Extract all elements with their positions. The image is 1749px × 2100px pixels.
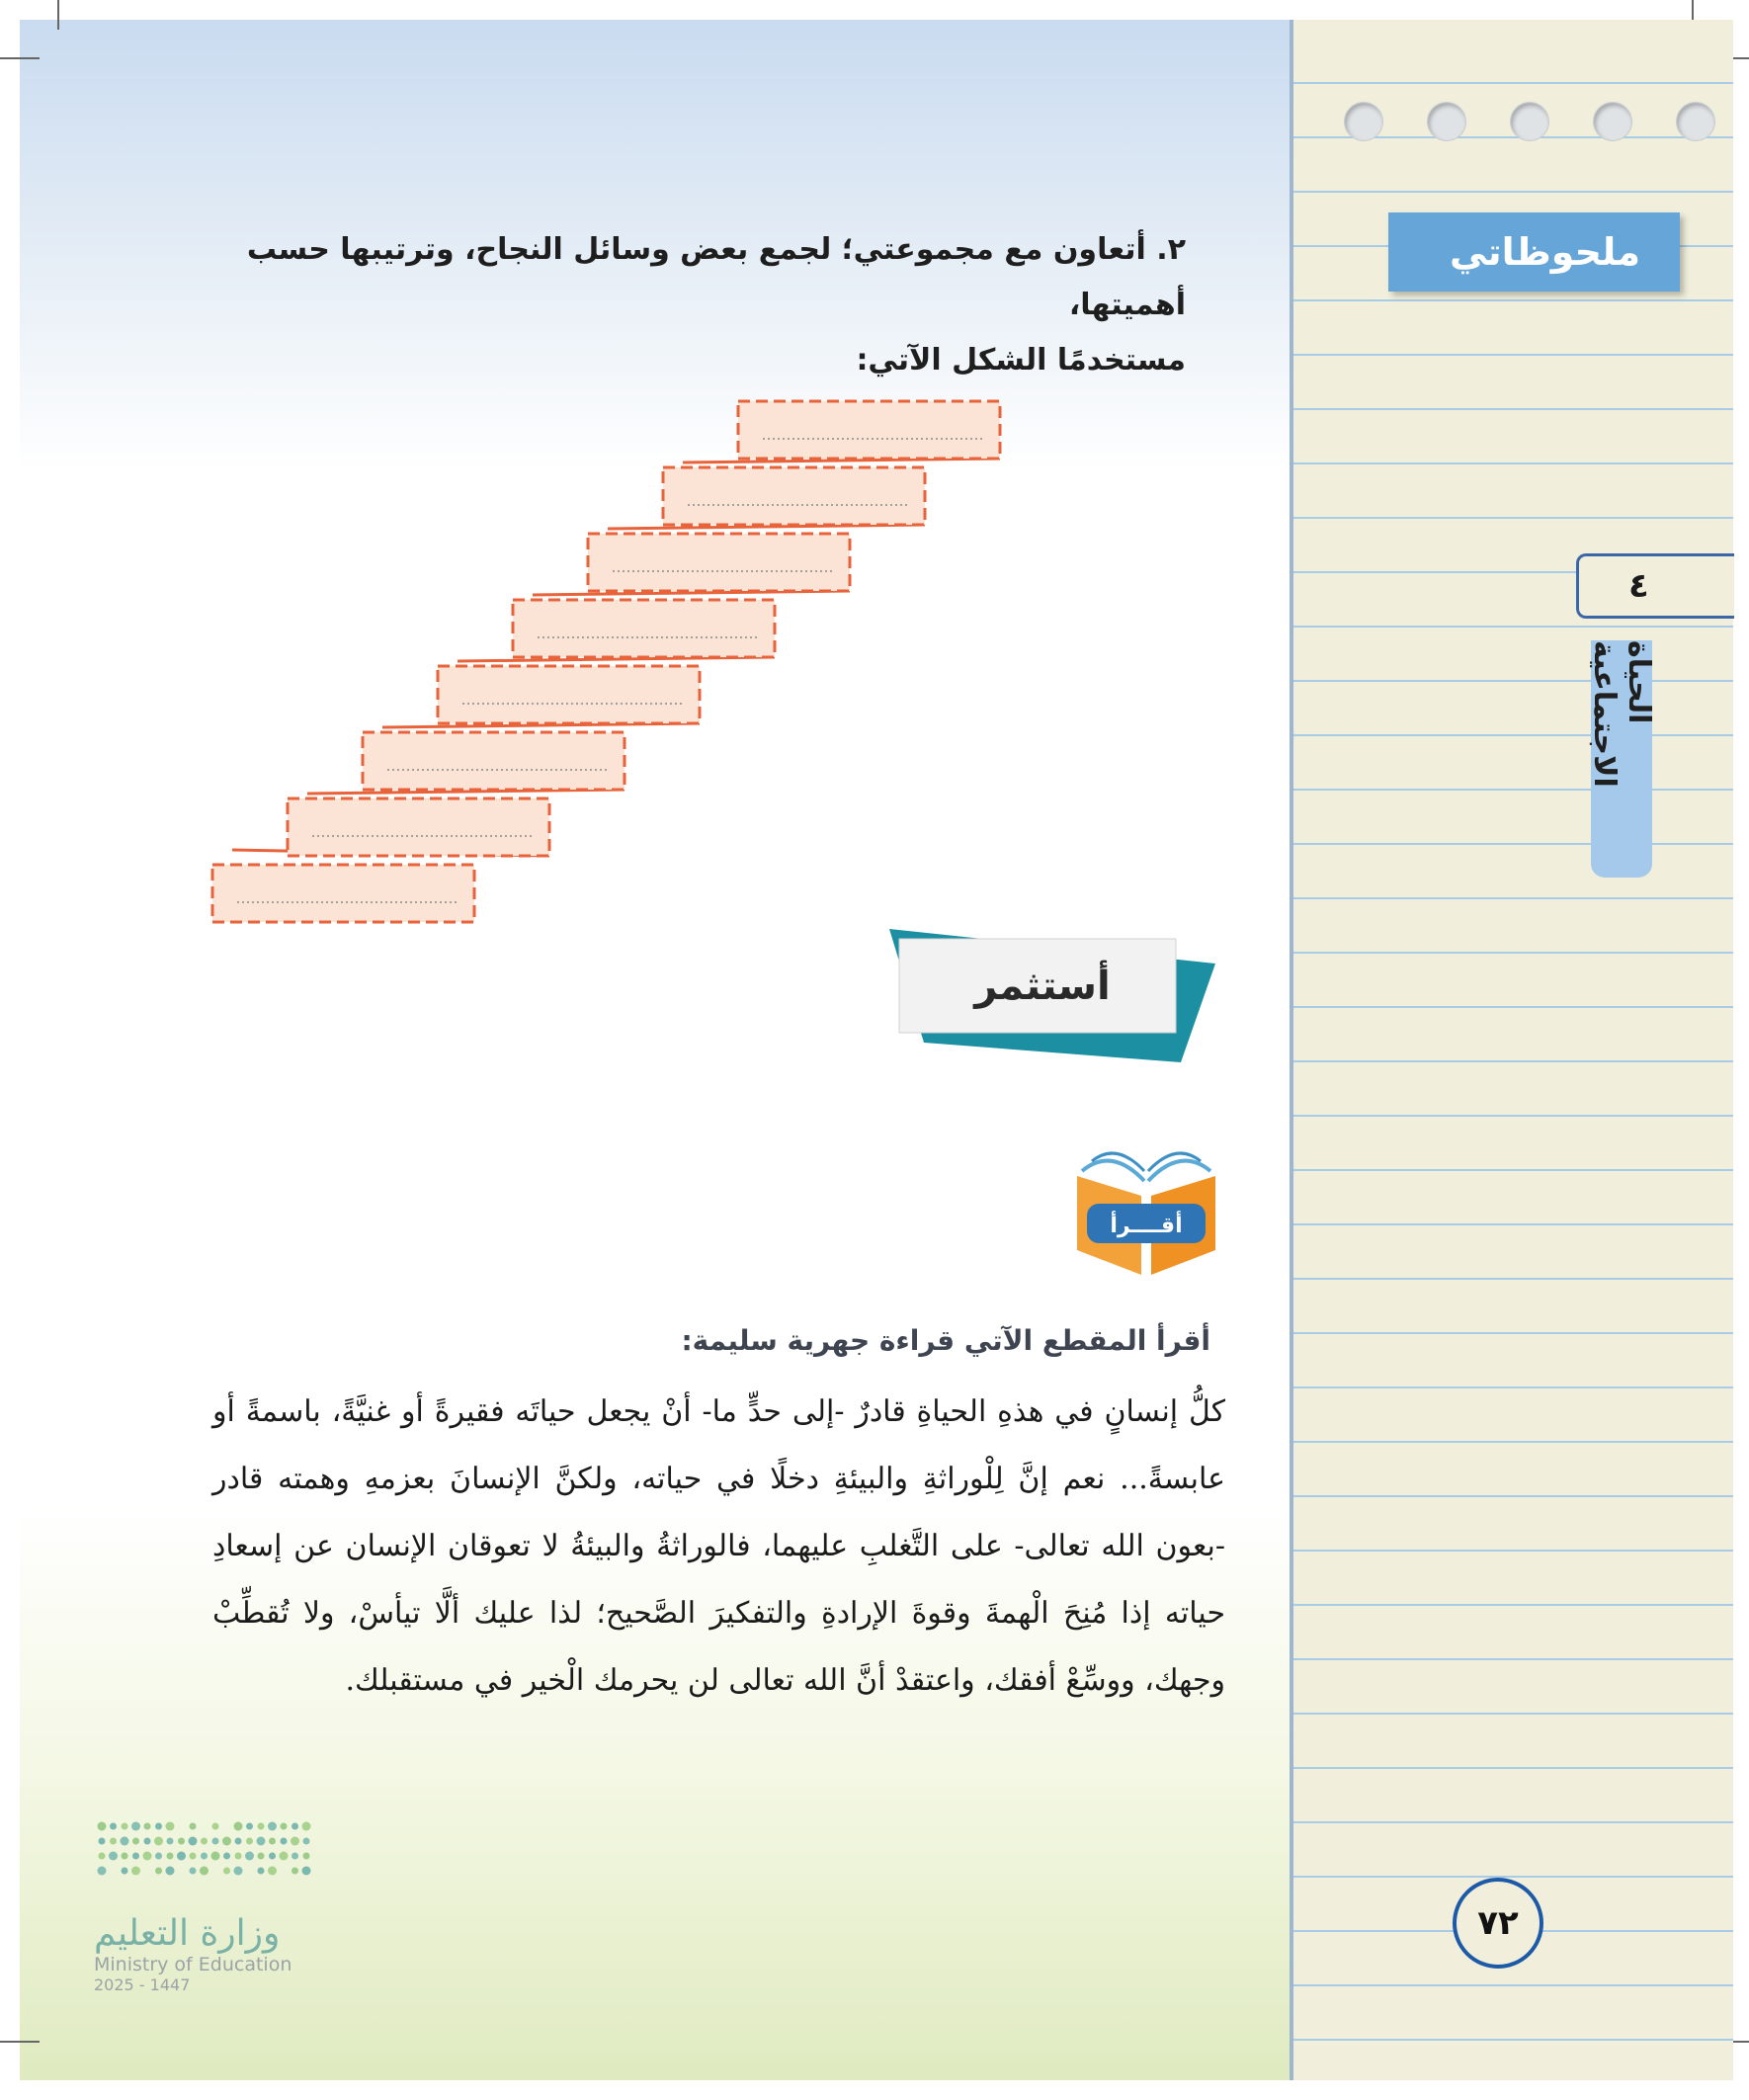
binder-hole: [1593, 102, 1632, 141]
logo-dot: [190, 1868, 197, 1875]
unit-number: ٤: [1576, 553, 1734, 619]
logo-dot: [155, 1823, 162, 1830]
logo-dot: [292, 1868, 298, 1875]
question-number: ٢.: [1156, 232, 1186, 267]
logo-dot: [211, 1852, 220, 1861]
crop-mark: [57, 0, 59, 30]
ministry-name-ar: وزارة التعليم: [94, 1913, 281, 1954]
crop-mark: [0, 2041, 40, 2043]
staircase-step: [588, 534, 850, 591]
staircase-step: [438, 666, 700, 723]
notes-label: ملحوظاتي: [1388, 212, 1680, 292]
logo-dot: [292, 1853, 298, 1860]
logo-dot: [245, 1852, 254, 1861]
logo-dot: [303, 1853, 310, 1860]
ministry-year: 2025 - 1447: [94, 1975, 191, 1994]
logo-dot: [257, 1837, 266, 1846]
logo-dot: [99, 1853, 106, 1860]
logo-dot: [190, 1853, 197, 1860]
read-heading: أقرأ المقطع الآتي قراءة جهرية سليمة:: [681, 1324, 1210, 1357]
staircase-step: [738, 401, 1000, 459]
staircase-step: [513, 600, 775, 657]
logo-dot: [122, 1823, 128, 1830]
logo-dot: [122, 1868, 128, 1875]
binder-holes: [1344, 102, 1715, 141]
logo-dot: [281, 1823, 288, 1830]
question-line-2: مستخدمًا الشكل الآتي:: [856, 343, 1186, 378]
logo-dot: [302, 1867, 311, 1876]
logo-dot: [99, 1838, 106, 1845]
logo-dot: [200, 1867, 208, 1876]
logo-dot: [201, 1853, 208, 1860]
page-number: ٧٢: [1453, 1878, 1543, 1969]
logo-dot: [292, 1823, 298, 1830]
logo-dot: [110, 1838, 117, 1845]
logo-dot: [268, 1822, 277, 1831]
logo-dot: [201, 1838, 208, 1845]
logo-dot: [144, 1838, 151, 1845]
staircase-step: [363, 732, 625, 790]
logo-dot: [258, 1868, 265, 1875]
logo-dot: [167, 1838, 174, 1845]
logo-dot: [167, 1853, 174, 1860]
success-staircase: [198, 376, 1225, 929]
logo-dot: [222, 1837, 231, 1846]
staircase-step: [212, 865, 474, 922]
question-text: [208, 222, 1186, 388]
reading-paragraph: كلُّ إنسانٍ في هذهِ الحياةِ قادرٌ -إلى حدٍّ ما- أنْ يجعل حياتَه فقيرةً أو غنيَّةً، باسمةً أو عابسةً... نعم إنَّ لِلْوراثةِ والبيئةِ دخلًا في حياته، ولكنَّ الإنسانَ بعزمهِ وهمته قادر -بعون الله تعالى- على التَّغلبِ عليهما، فالوراثةُ والبيئةُ لا تعوقان الإنسان عن إسعادِ حياته إذا مُنِحَ الْهمةَ وقوةَ الإرادةِ والتفكيرَ الصَّحيح؛ لذا عليك ألَّا تيأسْ، ولا تُقطِّبْ وجهك، ووسِّعْ أفقك، واعتقدْ أنَّ الله تعالى لن يحرمك الْخير في مستقبلك.: [212, 1394, 1225, 1698]
logo-dot: [166, 1867, 175, 1876]
binder-hole: [1510, 102, 1549, 141]
crop-mark: [0, 57, 40, 59]
logo-dot: [131, 1867, 140, 1876]
logo-dot: [223, 1853, 230, 1860]
logo-dot: [235, 1853, 242, 1860]
question-line-1: أتعاون مع مجموعتي؛ لجمع بعض وسائل النجاح، وترتيبها حسب أهميتها،: [246, 232, 1186, 322]
logo-dot: [246, 1823, 253, 1830]
logo-dot: [178, 1838, 185, 1845]
unit-title-tab: الحياة الاجتماعية: [1591, 640, 1652, 878]
logo-dot: [281, 1838, 288, 1845]
logo-dot: [190, 1823, 197, 1830]
notes-panel: [1290, 20, 1733, 2080]
logo-dot: [143, 1852, 152, 1861]
logo-dot: [109, 1852, 118, 1861]
logo-dot: [110, 1823, 117, 1830]
logo-dot: [291, 1837, 299, 1846]
logo-dot: [98, 1822, 107, 1831]
read-icon-label: أقــــرأ: [1110, 1214, 1183, 1238]
logo-dot: [131, 1822, 140, 1831]
logo-dot: [132, 1838, 139, 1845]
logo-dot: [132, 1853, 139, 1860]
logo-dot: [212, 1823, 219, 1830]
logo-dot: [269, 1838, 276, 1845]
binder-hole: [1427, 102, 1466, 141]
logo-dot: [144, 1823, 151, 1830]
staircase-step: [288, 798, 549, 856]
logo-dot: [246, 1838, 253, 1845]
ministry-logo: [94, 1818, 321, 1994]
logo-dot: [154, 1837, 163, 1846]
logo-dot: [235, 1838, 242, 1845]
logo-dot: [212, 1838, 219, 1845]
logo-dot: [258, 1853, 265, 1860]
binder-hole: [1676, 102, 1715, 141]
logo-dot: [269, 1853, 276, 1860]
invest-banner-title: أستثمر: [974, 964, 1111, 1009]
logo-dot: [166, 1822, 175, 1831]
logo-dot: [302, 1822, 311, 1831]
logo-dot: [223, 1868, 230, 1875]
logo-dot: [155, 1868, 162, 1875]
logo-dot: [189, 1837, 198, 1846]
logo-dot: [122, 1853, 128, 1860]
logo-dot: [177, 1852, 186, 1861]
logo-dot: [98, 1867, 107, 1876]
logo-dot: [155, 1853, 162, 1860]
logo-dot: [234, 1822, 243, 1831]
logo-dot: [268, 1867, 277, 1876]
logo-dot: [121, 1837, 129, 1846]
logo-dot: [258, 1823, 265, 1830]
logo-dot: [303, 1838, 310, 1845]
staircase-step: [663, 467, 925, 525]
ministry-name-en: Ministry of Education: [94, 1954, 292, 1975]
binder-hole: [1344, 102, 1383, 141]
ministry-dots-icon: [94, 1818, 311, 1897]
logo-dot: [280, 1852, 289, 1861]
open-book-icon: [1067, 1136, 1225, 1285]
logo-dot: [234, 1867, 243, 1876]
